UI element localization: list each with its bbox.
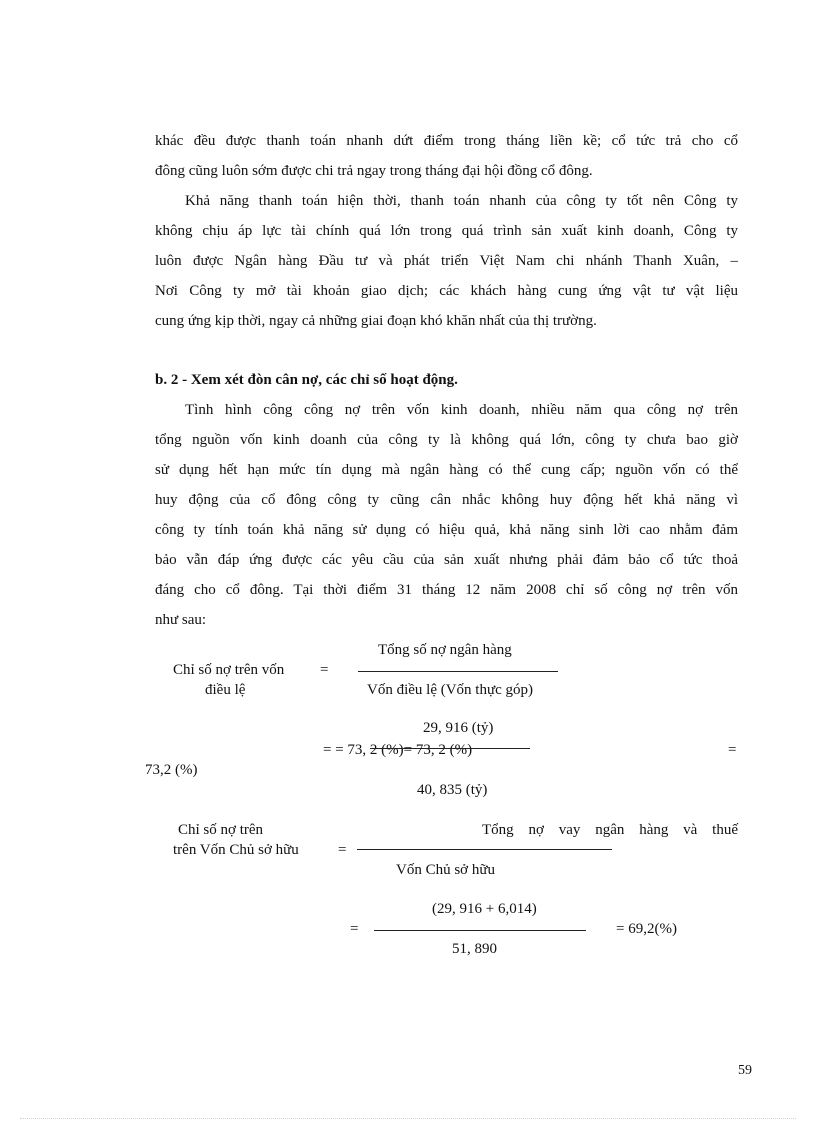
formula-equals: = bbox=[728, 742, 737, 758]
formula-result: 73,2 (%) bbox=[145, 762, 198, 778]
formula-equals: = bbox=[350, 921, 359, 937]
fraction-bar bbox=[374, 930, 586, 931]
text-line: bảo vẫn đáp ứng được các yêu cầu của sản xuất nhưng phải đảm bảo cổ tức thoả bbox=[155, 552, 738, 568]
text-line: Khả năng thanh toán hiện thời, thanh toán nhanh của công ty tốt nên Công ty bbox=[185, 193, 738, 209]
formula-numerator: (29, 916 + 6,014) bbox=[432, 901, 537, 917]
formula-label: trên Vốn Chủ sở hữu bbox=[173, 842, 299, 858]
formula-label: Chỉ số nợ trên vốn bbox=[173, 662, 285, 678]
fraction-bar bbox=[370, 748, 530, 749]
formula-denominator: 51, 890 bbox=[452, 941, 497, 957]
text-line: luôn được Ngân hàng Đầu tư và phát triển Việt Nam chi nhánh Thanh Xuân, – bbox=[155, 253, 738, 269]
formula-result: = 69,2(%) bbox=[616, 921, 677, 937]
text-line: đông cũng luôn sớm được chi trả ngay trong tháng đại hội đồng cổ đông. bbox=[155, 163, 593, 179]
page-number: 59 bbox=[738, 1063, 752, 1078]
text-line: sử dụng hết hạn mức tín dụng mà ngân hàng có thể cung cấp; nguồn vốn có thể bbox=[155, 462, 738, 478]
formula-equals: = bbox=[338, 842, 347, 858]
formula-numerator: Tổng nợ vay ngân hàng và thuế bbox=[482, 822, 738, 838]
formula-equals: = bbox=[320, 662, 329, 678]
page-edge-divider bbox=[20, 1118, 796, 1119]
text-line: Nơi Công ty mở tài khoản giao dịch; các khách hàng cung ứng vật tư vật liệu bbox=[155, 283, 738, 299]
formula-label: điều lệ bbox=[205, 682, 246, 698]
text-line: huy động của cổ đông công ty cũng cân nhắc không huy động hết khả năng vì bbox=[155, 492, 738, 508]
formula-result-inline: = = 73, 2 (%)= 73, 2 (%) bbox=[323, 742, 473, 758]
text-line: tổng nguồn vốn kinh doanh của công ty là không quá lớn, công ty chưa bao giờ bbox=[155, 432, 738, 448]
text-line: đáng cho cổ đông. Tại thời điểm 31 tháng 12 năm 2008 chỉ số công nợ trên vốn bbox=[155, 582, 738, 598]
formula-numerator: 29, 916 (tỷ) bbox=[423, 720, 494, 736]
text-line: như sau: bbox=[155, 612, 207, 628]
text-line: cung ứng kịp thời, ngay cả những giai đoạn khó khăn nhất của thị trường. bbox=[155, 313, 597, 329]
formula-numerator: Tổng số nợ ngân hàng bbox=[378, 642, 512, 658]
formula-denominator: Vốn Chủ sở hữu bbox=[396, 862, 495, 878]
text-line: không chịu áp lực tài chính quá lớn trong quá trình sản xuất kinh doanh, Công ty bbox=[155, 223, 738, 239]
section-heading: b. 2 - Xem xét đòn cân nợ, các chỉ số hoạt động. bbox=[155, 372, 458, 388]
text-line: Tình hình công công nợ trên vốn kinh doanh, nhiều năm qua công nợ trên bbox=[185, 402, 738, 418]
text-line: khác đều được thanh toán nhanh dứt điểm trong tháng liền kề; cổ tức trả cho cổ bbox=[155, 133, 738, 149]
text-line: công ty tính toán khả năng sử dụng có hiệu quả, khả năng sinh lời cao nhằm đảm bbox=[155, 522, 738, 538]
formula-denominator: Vốn điều lệ (Vốn thực góp) bbox=[367, 682, 534, 698]
fraction-bar bbox=[357, 849, 612, 850]
formula-label: Chỉ số nợ trên bbox=[178, 822, 264, 838]
fraction-bar bbox=[358, 671, 558, 672]
formula-denominator: 40, 835 (tỷ) bbox=[417, 782, 488, 798]
